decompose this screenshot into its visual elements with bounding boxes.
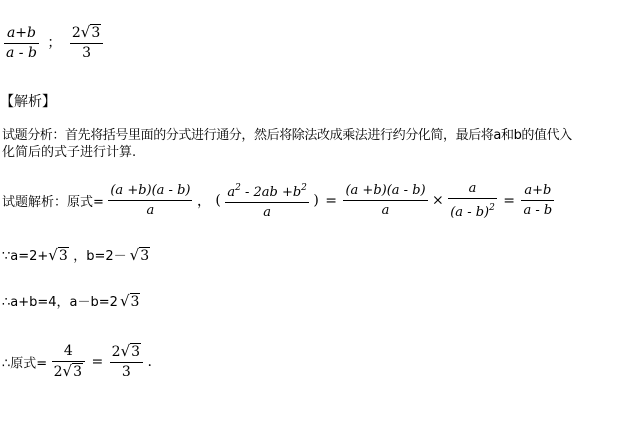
numerator-middle: - 2ab +b xyxy=(240,185,302,200)
solution-fraction-4-denominator xyxy=(448,199,497,221)
therefore-2-label: ∴原式= xyxy=(2,356,48,372)
solution-fraction-1-denominator: a xyxy=(146,203,155,218)
sqrt-symbol: √3 xyxy=(80,23,101,41)
answer-fraction-2-coef: 2 xyxy=(71,25,81,41)
analysis-line-1: 试题分析：首先将括号里面的分式进行通分，然后将除法改成乘法进行约分化简，最后将a和b的值代入 xyxy=(2,128,572,143)
exponent: 2 xyxy=(235,183,241,193)
solution-fraction-5 xyxy=(521,182,554,219)
answer-fraction-1-numerator: a+b xyxy=(4,25,39,44)
coef: 2 xyxy=(111,344,121,360)
radicand: 3 xyxy=(131,344,141,360)
coef: 2 xyxy=(53,364,63,380)
therefore-2-fraction-1-denominator xyxy=(52,362,85,381)
exponent: 2 xyxy=(489,203,495,213)
answer-fraction-1 xyxy=(4,25,39,62)
solution-equals-2: = xyxy=(503,192,516,209)
solution-fraction-1 xyxy=(108,182,192,219)
solution-fraction-3-numerator: (a +b)(a - b) xyxy=(343,182,427,201)
solution-times: × xyxy=(432,192,444,209)
therefore-2-fraction-1 xyxy=(52,343,85,381)
therefore-line-1 xyxy=(2,291,140,310)
answer-fraction-2-radicand: 3 xyxy=(91,25,101,41)
answer-separator: ； xyxy=(47,35,62,51)
answer-fraction-2-denominator: 3 xyxy=(82,45,92,61)
solution-comma: ， xyxy=(196,193,211,210)
analysis-line-2: 化简后的式子进行计算. xyxy=(2,145,137,160)
sqrt-symbol: √3 xyxy=(129,246,150,264)
solution-fraction-4-numerator: a xyxy=(448,180,497,199)
therefore-2-fraction-1-numerator: 4 xyxy=(52,343,85,362)
given-prefix: ∵a=2+ xyxy=(2,249,49,264)
therefore-line-2 xyxy=(2,343,152,381)
answer-fraction-1-denominator: a - b xyxy=(6,44,37,61)
given-line xyxy=(2,245,150,264)
given-radicand-1: 3 xyxy=(58,248,68,264)
solution-right-paren: ) xyxy=(313,192,319,209)
sqrt-symbol: √3 xyxy=(119,292,140,310)
answer-fraction-2-numerator xyxy=(70,24,103,44)
answer-fraction-2 xyxy=(70,24,103,62)
var-a: a xyxy=(227,185,236,200)
therefore-1-radicand: 3 xyxy=(130,294,140,310)
solution-fraction-5-numerator: a+b xyxy=(521,182,554,201)
solution-fraction-5-denominator: a - b xyxy=(523,203,553,218)
denominator-base: (a - b) xyxy=(450,205,490,220)
solution-fraction-1-numerator: (a +b)(a - b) xyxy=(108,182,192,201)
therefore-2-end: . xyxy=(147,354,152,370)
given-radicand-2: 3 xyxy=(140,248,150,264)
answer-line xyxy=(4,24,103,62)
solution-fraction-3 xyxy=(343,182,427,219)
solution-line xyxy=(2,180,554,221)
sqrt-symbol: √3 xyxy=(62,362,83,380)
solution-label: 试题解析：原式= xyxy=(2,195,104,210)
solution-left-paren: ( xyxy=(215,192,221,209)
solution-fraction-2-denominator: a xyxy=(263,205,271,220)
given-middle: ，b=2－ xyxy=(73,249,127,264)
solution-fraction-2-numerator xyxy=(225,180,309,203)
therefore-1-text: ∴a+b=4，a－b=2 xyxy=(2,295,118,310)
solution-fraction-3-denominator: a xyxy=(381,203,390,218)
therefore-2-fraction-2 xyxy=(110,343,143,381)
therefore-2-fraction-2-denominator: 3 xyxy=(121,364,131,380)
therefore-2-equals: = xyxy=(91,354,104,370)
radicand: 3 xyxy=(73,364,83,380)
solution-fraction-2 xyxy=(225,180,309,221)
sqrt-symbol: √3 xyxy=(120,342,141,360)
therefore-2-fraction-2-numerator xyxy=(110,343,143,363)
exponent: 2 xyxy=(301,183,307,193)
solution-fraction-4 xyxy=(448,180,497,221)
solution-equals-1: = xyxy=(325,192,338,209)
section-header: 【解析】 xyxy=(0,94,56,110)
sqrt-symbol: √3 xyxy=(48,246,68,264)
